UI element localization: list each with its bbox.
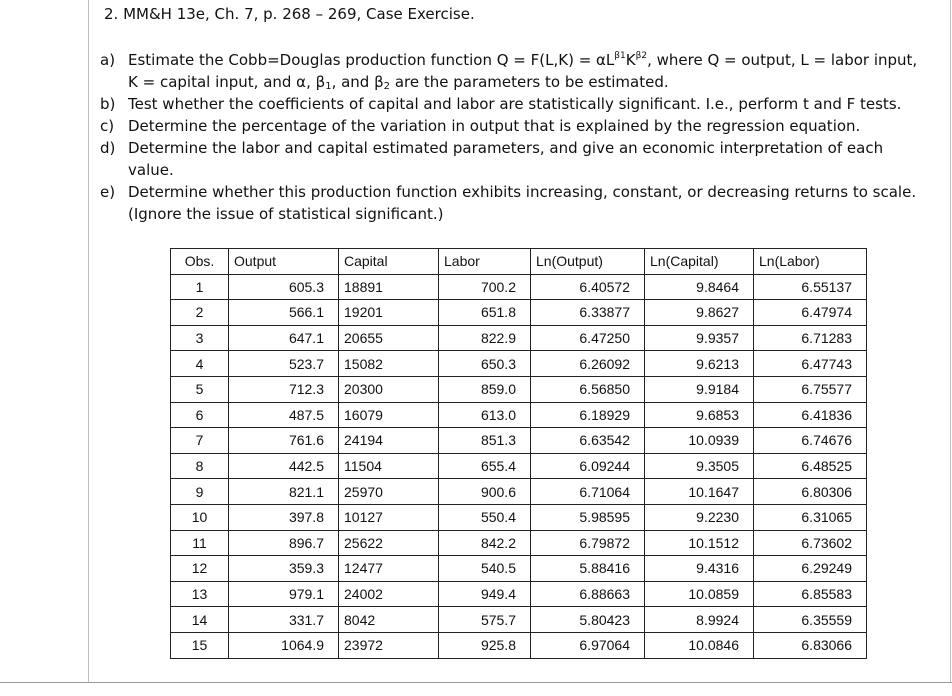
table-cell: 2 [171, 300, 229, 326]
table-cell: 523.7 [229, 351, 339, 377]
table-cell: 6.85583 [754, 581, 867, 607]
table-cell: 15082 [339, 351, 439, 377]
table-cell: 4 [171, 351, 229, 377]
table-cell: 979.1 [229, 581, 339, 607]
table-cell: 8042 [339, 607, 439, 633]
table-cell: 821.1 [229, 479, 339, 505]
table-cell: 5 [171, 376, 229, 402]
table-cell: 19201 [339, 300, 439, 326]
table-cell: 14 [171, 607, 229, 633]
table-cell: 6.47974 [754, 300, 867, 326]
table-cell: 20655 [339, 325, 439, 351]
table-cell: 842.2 [439, 530, 531, 556]
question-a [100, 49, 930, 93]
table-cell: 10.0846 [645, 632, 754, 658]
question-text: Determine whether this production function exhibits increasing, constant, or decreasing returns to scale. (Ignore the issue of statistical significant.) [128, 183, 917, 223]
table-cell: 655.4 [439, 453, 531, 479]
table-cell: 605.3 [229, 274, 339, 300]
table-row [171, 376, 867, 402]
table-cell: 859.0 [439, 376, 531, 402]
column-header: Ln(Labor) [754, 249, 867, 275]
table-cell: 6.09244 [531, 453, 645, 479]
table-cell: 925.8 [439, 632, 531, 658]
table-cell: 9.8464 [645, 274, 754, 300]
table-cell: 3 [171, 325, 229, 351]
table-cell: 6.73602 [754, 530, 867, 556]
exercise-heading: 2. MM&H 13e, Ch. 7, p. 268 – 269, Case Exercise. [104, 5, 475, 23]
table-row [171, 556, 867, 582]
table-cell: 16079 [339, 402, 439, 428]
question-text: Estimate the Cobb=Douglas production function $Q = F(L,K) = \alpha L^{\beta 1}K^{\beta 2}$, where Q = output, L = labor input, K = capital input, and α, $\beta_1$, and $\beta_2$ are the parameters to be estimated. [128, 51, 918, 92]
table-cell: 442.5 [229, 453, 339, 479]
table-cell: 822.9 [439, 325, 531, 351]
table-cell: 10.0859 [645, 581, 754, 607]
table-cell: 25622 [339, 530, 439, 556]
question-text: Determine the percentage of the variation in output that is explained by the regression equation. [128, 117, 861, 135]
question-e [100, 181, 930, 225]
table-cell: 397.8 [229, 504, 339, 530]
table-row [171, 479, 867, 505]
table-cell: 9.2230 [645, 504, 754, 530]
table-cell: 6.31065 [754, 504, 867, 530]
table-cell: 7 [171, 428, 229, 454]
table-row [171, 428, 867, 454]
question-letter: e) [100, 183, 116, 201]
question-d [100, 137, 930, 181]
table-cell: 5.80423 [531, 607, 645, 633]
table-cell: 6 [171, 402, 229, 428]
table-cell: 550.4 [439, 504, 531, 530]
table-cell: 6.71064 [531, 479, 645, 505]
table-cell: 9.8627 [645, 300, 754, 326]
table-cell: 900.6 [439, 479, 531, 505]
table-cell: 761.6 [229, 428, 339, 454]
table-row [171, 504, 867, 530]
table-cell: 540.5 [439, 556, 531, 582]
table-cell: 6.55137 [754, 274, 867, 300]
table-cell: 6.79872 [531, 530, 645, 556]
question-b [100, 93, 930, 115]
data-table [170, 248, 867, 659]
table-cell: 9.4316 [645, 556, 754, 582]
question-c [100, 115, 930, 137]
table-cell: 6.88663 [531, 581, 645, 607]
bottom-divider [0, 682, 952, 683]
question-letter: b) [100, 95, 116, 113]
question-text: Determine the labor and capital estimated parameters, and give an economic interpretation of each value. [128, 139, 884, 179]
table-cell: 15 [171, 632, 229, 658]
table-cell: 11 [171, 530, 229, 556]
table-cell: 6.29249 [754, 556, 867, 582]
table-cell: 712.3 [229, 376, 339, 402]
table-row [171, 351, 867, 377]
table-cell: 487.5 [229, 402, 339, 428]
table-cell: 9.6213 [645, 351, 754, 377]
table-cell: 6.48525 [754, 453, 867, 479]
table-row [171, 530, 867, 556]
table-cell: 1 [171, 274, 229, 300]
table-body [171, 274, 867, 658]
table-cell: 8.9924 [645, 607, 754, 633]
table-row [171, 607, 867, 633]
table-cell: 9 [171, 479, 229, 505]
table-cell: 6.26092 [531, 351, 645, 377]
table-cell: 6.80306 [754, 479, 867, 505]
table-cell: 6.35559 [754, 607, 867, 633]
table-cell: 949.4 [439, 581, 531, 607]
column-header: Ln(Output) [531, 249, 645, 275]
table-cell: 10127 [339, 504, 439, 530]
table-cell: 25970 [339, 479, 439, 505]
table-row [171, 300, 867, 326]
table-cell: 13 [171, 581, 229, 607]
question-letter: a) [100, 51, 116, 69]
table-cell: 5.98595 [531, 504, 645, 530]
table-cell: 12 [171, 556, 229, 582]
table-row [171, 581, 867, 607]
column-header: Capital [339, 249, 439, 275]
table-cell: 6.56850 [531, 376, 645, 402]
table-cell: 359.3 [229, 556, 339, 582]
column-header: Obs. [171, 249, 229, 275]
table-row [171, 274, 867, 300]
table-cell: 575.7 [439, 607, 531, 633]
table-cell: 896.7 [229, 530, 339, 556]
question-letter: d) [100, 139, 116, 157]
table-cell: 651.8 [439, 300, 531, 326]
table-cell: 700.2 [439, 274, 531, 300]
table-cell: 10.1512 [645, 530, 754, 556]
table-cell: 6.75577 [754, 376, 867, 402]
table-cell: 8 [171, 453, 229, 479]
table-cell: 9.6853 [645, 402, 754, 428]
table-cell: 6.71283 [754, 325, 867, 351]
table-cell: 6.83066 [754, 632, 867, 658]
column-header: Ln(Capital) [645, 249, 754, 275]
table-cell: 9.9357 [645, 325, 754, 351]
table-cell: 6.97064 [531, 632, 645, 658]
table-cell: 6.47743 [754, 351, 867, 377]
question-text: Test whether the coefficients of capital and labor are statistically significant. I.e., perform t and F tests. [128, 95, 902, 113]
table-cell: 10.0939 [645, 428, 754, 454]
table-cell: 613.0 [439, 402, 531, 428]
table-row [171, 402, 867, 428]
table-cell: 566.1 [229, 300, 339, 326]
table-cell: 5.88416 [531, 556, 645, 582]
table-cell: 24194 [339, 428, 439, 454]
column-header: Labor [439, 249, 531, 275]
table-cell: 23972 [339, 632, 439, 658]
table-header-row [171, 249, 867, 275]
table-cell: 331.7 [229, 607, 339, 633]
table-cell: 12477 [339, 556, 439, 582]
table-row [171, 632, 867, 658]
table-cell: 6.33877 [531, 300, 645, 326]
table-cell: 24002 [339, 581, 439, 607]
table-cell: 650.3 [439, 351, 531, 377]
table-cell: 6.18929 [531, 402, 645, 428]
question-list [100, 49, 930, 225]
table-cell: 6.40572 [531, 274, 645, 300]
table-cell: 9.9184 [645, 376, 754, 402]
table-cell: 10.1647 [645, 479, 754, 505]
question-letter: c) [100, 117, 115, 135]
table-row [171, 325, 867, 351]
table-cell: 6.41836 [754, 402, 867, 428]
table-cell: 10 [171, 504, 229, 530]
table-cell: 6.47250 [531, 325, 645, 351]
table-cell: 20300 [339, 376, 439, 402]
table-cell: 6.74676 [754, 428, 867, 454]
table-cell: 647.1 [229, 325, 339, 351]
column-header: Output [229, 249, 339, 275]
table-cell: 851.3 [439, 428, 531, 454]
table-cell: 18891 [339, 274, 439, 300]
table-cell: 1064.9 [229, 632, 339, 658]
table-cell: 9.3505 [645, 453, 754, 479]
table-row [171, 453, 867, 479]
table-cell: 6.63542 [531, 428, 645, 454]
table-cell: 11504 [339, 453, 439, 479]
